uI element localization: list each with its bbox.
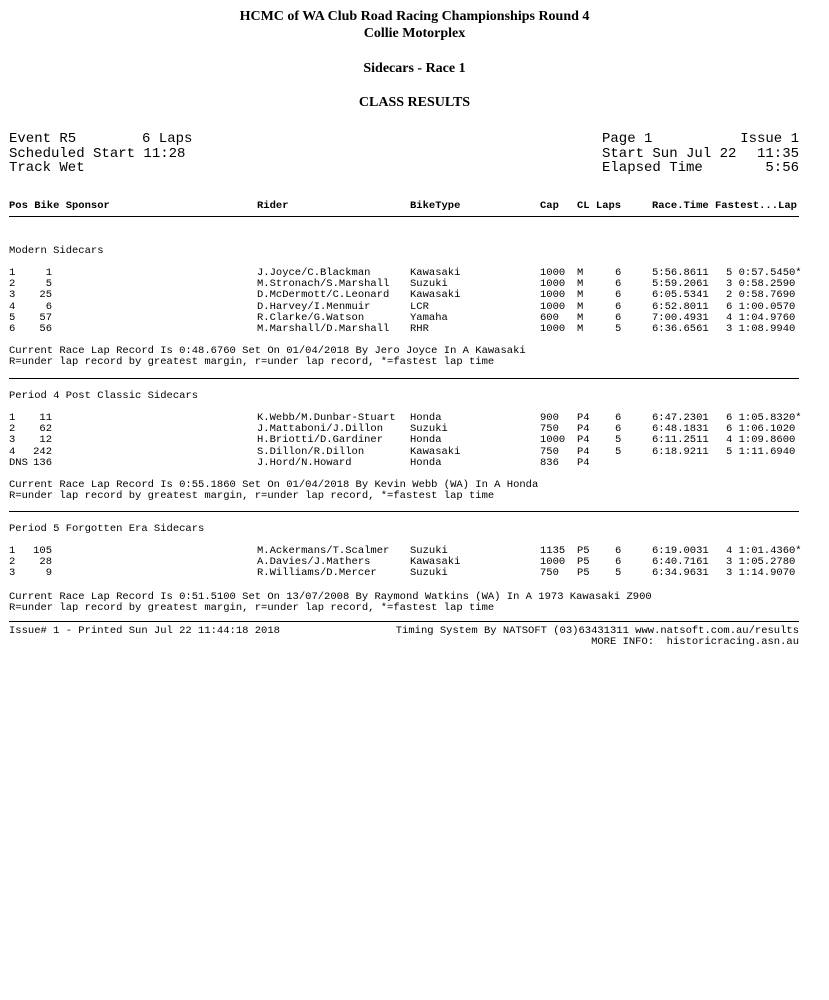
fastest-lap-cell: 3 0:58.2590 bbox=[726, 278, 796, 291]
race-time-cell: 6:11.2511 bbox=[652, 434, 709, 447]
biketype-cell: Suzuki bbox=[410, 278, 448, 291]
fastest-lap-cell: 6 1:06.1020 bbox=[726, 423, 796, 436]
rider-cell: S.Dillon/R.Dillon bbox=[257, 445, 365, 458]
pos-cell: 5 bbox=[9, 311, 16, 324]
laps-cell: 5 bbox=[615, 567, 622, 580]
cap-cell: 750 bbox=[540, 567, 559, 580]
class-results-title: CLASS RESULTS bbox=[358, 95, 471, 110]
biketype-cell: Kawasaki bbox=[410, 445, 461, 458]
rider-cell: J.Joyce/C.Blackman bbox=[257, 267, 371, 279]
table-row bbox=[0, 324, 829, 335]
more-info: MORE INFO: historicracing.asn.au bbox=[591, 636, 799, 648]
fastest-lap-cell: 4 1:01.4360* bbox=[726, 545, 802, 557]
class-name-period-4: Period 4 Post Classic Sidecars bbox=[9, 390, 199, 402]
lap-record-modern: Current Race Lap Record Is 0:48.6760 Set On 01/04/2018 By Jero Joyce In A Kawasaki bbox=[9, 345, 526, 357]
pos-cell: 4 bbox=[9, 445, 16, 458]
bike-number-cell: 136 bbox=[33, 456, 52, 469]
biketype-cell: RHR bbox=[410, 323, 429, 335]
col-cap: Cap bbox=[540, 200, 559, 212]
class-cell: P5 bbox=[577, 556, 590, 569]
race-time-cell: 6:05.5341 bbox=[652, 289, 709, 302]
section-divider bbox=[9, 511, 799, 512]
pos-cell: DNS bbox=[9, 456, 28, 469]
laps-cell: 5 bbox=[615, 445, 622, 458]
rider-cell: J.Mattaboni/J.Dillon bbox=[257, 423, 384, 436]
biketype-cell: Suzuki bbox=[410, 423, 448, 436]
fastest-lap-cell: 5 0:57.5450* bbox=[726, 267, 802, 279]
legend-modern: R=under lap record by greatest margin, r=under lap record, *=fastest lap time bbox=[9, 356, 495, 368]
rider-cell: M.Stronach/S.Marshall bbox=[257, 278, 390, 291]
class-cell: P4 bbox=[577, 445, 590, 458]
race-time-cell: 6:40.7161 bbox=[652, 556, 709, 569]
venue-title: Collie Motorplex bbox=[363, 26, 466, 41]
bike-number-cell: 1 bbox=[45, 267, 52, 279]
rider-cell: M.Ackermans/T.Scalmer bbox=[257, 545, 390, 557]
bike-number-cell: 12 bbox=[39, 434, 52, 447]
table-row bbox=[0, 568, 829, 579]
race-time-cell: 6:52.8011 bbox=[652, 300, 709, 313]
col-cl-laps: CL Laps bbox=[577, 200, 622, 212]
biketype-cell: Suzuki bbox=[410, 545, 448, 557]
table-row bbox=[0, 458, 829, 469]
class-cell: M bbox=[577, 323, 584, 335]
section-divider bbox=[9, 378, 799, 379]
laps-cell: 6 bbox=[615, 556, 622, 569]
footer-divider bbox=[9, 621, 799, 622]
lap-record-period-5: Current Race Lap Record Is 0:51.5100 Set On 13/07/2008 By Raymond Watkins (WA) In A 1973 Kawasaki Z900 bbox=[9, 591, 652, 603]
cap-cell: 1000 bbox=[540, 323, 566, 335]
laps-label: 6 Laps bbox=[142, 131, 193, 147]
class-name-modern-sidecars: Modern Sidecars bbox=[9, 245, 104, 257]
cap-cell: 1000 bbox=[540, 556, 566, 569]
col-rider: Rider bbox=[257, 200, 289, 212]
rider-cell: D.McDermott/C.Leonard bbox=[257, 289, 390, 302]
biketype-cell: Yamaha bbox=[410, 311, 448, 324]
fastest-lap-cell: 5 1:11.6940 bbox=[726, 445, 796, 458]
class-cell: P4 bbox=[577, 412, 590, 424]
fastest-lap-cell: 4 1:09.8600 bbox=[726, 434, 796, 447]
fastest-lap-cell: 4 1:04.9760 bbox=[726, 311, 796, 324]
biketype-cell: Kawasaki bbox=[410, 556, 461, 569]
race-time-cell: 6:48.1831 bbox=[652, 423, 709, 436]
cap-cell: 1135 bbox=[540, 545, 566, 557]
fastest-lap-cell: 2 0:58.7690 bbox=[726, 289, 796, 302]
pos-cell: 3 bbox=[9, 567, 16, 580]
bike-number-cell: 57 bbox=[39, 311, 52, 324]
legend-period-5: R=under lap record by greatest margin, r=under lap record, *=fastest lap time bbox=[9, 602, 495, 614]
table-row bbox=[0, 435, 829, 446]
race-time-cell: 7:00.4931 bbox=[652, 311, 709, 324]
biketype-cell: Honda bbox=[410, 456, 442, 469]
biketype-cell: Honda bbox=[410, 412, 442, 424]
laps-cell: 6 bbox=[615, 423, 622, 436]
class-name-period-5: Period 5 Forgotten Era Sidecars bbox=[9, 523, 205, 535]
class-cell: M bbox=[577, 289, 584, 302]
scheduled-start: Scheduled Start 11:28 bbox=[9, 146, 186, 162]
issue-label: Issue 1 bbox=[740, 131, 799, 147]
header-divider bbox=[9, 216, 799, 217]
pos-cell: 6 bbox=[9, 323, 16, 335]
cap-cell: 1000 bbox=[540, 278, 566, 291]
cap-cell: 900 bbox=[540, 412, 559, 424]
race-time-cell: 6:18.9211 bbox=[652, 445, 709, 458]
race-time-cell: 6:47.2301 bbox=[652, 412, 709, 424]
class-cell: M bbox=[577, 278, 584, 291]
table-row bbox=[0, 302, 829, 313]
rider-cell: R.Williams/D.Mercer bbox=[257, 567, 377, 580]
laps-cell: 6 bbox=[615, 545, 622, 557]
track-condition: Track Wet bbox=[9, 160, 85, 176]
race-time-cell: 6:36.6561 bbox=[652, 323, 709, 335]
class-cell: M bbox=[577, 311, 584, 324]
bike-number-cell: 11 bbox=[39, 412, 52, 424]
fastest-lap-cell: 3 1:14.9070 bbox=[726, 567, 796, 580]
bike-number-cell: 105 bbox=[33, 545, 52, 557]
rider-cell: M.Marshall/D.Marshall bbox=[257, 323, 390, 335]
bike-number-cell: 9 bbox=[45, 567, 52, 580]
cap-cell: 1000 bbox=[540, 300, 566, 313]
rider-cell: K.Webb/M.Dunbar-Stuart bbox=[257, 412, 396, 424]
lap-record-period-4: Current Race Lap Record Is 0:55.1860 Set On 01/04/2018 By Kevin Webb (WA) In A Honda bbox=[9, 479, 539, 491]
rider-cell: H.Briotti/D.Gardiner bbox=[257, 434, 384, 447]
class-cell: P4 bbox=[577, 434, 590, 447]
timing-system-info: Timing System By NATSOFT (03)63431311 www.natsoft.com.au/results bbox=[395, 625, 799, 637]
start-time: 11:35 bbox=[756, 146, 799, 162]
cap-cell: 750 bbox=[540, 445, 559, 458]
pos-cell: 2 bbox=[9, 278, 16, 291]
biketype-cell: Kawasaki bbox=[410, 267, 461, 279]
cap-cell: 1000 bbox=[540, 289, 566, 302]
pos-cell: 1 bbox=[9, 412, 16, 424]
col-biketype: BikeType bbox=[410, 200, 461, 212]
class-cell: P4 bbox=[577, 423, 590, 436]
laps-cell: 5 bbox=[615, 323, 622, 335]
bike-number-cell: 62 bbox=[39, 423, 52, 436]
biketype-cell: Kawasaki bbox=[410, 289, 461, 302]
page-label: Page 1 bbox=[602, 131, 653, 147]
bike-number-cell: 6 bbox=[45, 300, 52, 313]
class-cell: P5 bbox=[577, 567, 590, 580]
column-header-row bbox=[0, 201, 829, 212]
pos-cell: 4 bbox=[9, 300, 16, 313]
cap-cell: 836 bbox=[540, 456, 559, 469]
table-row bbox=[0, 290, 829, 301]
table-row bbox=[0, 447, 829, 458]
cap-cell: 750 bbox=[540, 423, 559, 436]
biketype-cell: Suzuki bbox=[410, 567, 448, 580]
bike-number-cell: 5 bbox=[45, 278, 52, 291]
pos-cell: 1 bbox=[9, 267, 16, 279]
laps-cell: 5 bbox=[615, 434, 622, 447]
fastest-lap-cell: 6 1:00.0570 bbox=[726, 300, 796, 313]
biketype-cell: Honda bbox=[410, 434, 442, 447]
printed-info: Issue# 1 - Printed Sun Jul 22 11:44:18 2018 bbox=[9, 625, 280, 637]
laps-cell: 6 bbox=[615, 267, 622, 279]
legend-period-4: R=under lap record by greatest margin, r=under lap record, *=fastest lap time bbox=[9, 490, 495, 502]
rider-cell: D.Harvey/I.Menmuir bbox=[257, 300, 371, 313]
laps-cell: 6 bbox=[615, 300, 622, 313]
cap-cell: 1000 bbox=[540, 267, 566, 279]
pos-cell: 2 bbox=[9, 423, 16, 436]
col-racetime-fastest-lap: Race.Time Fastest...Lap bbox=[652, 200, 797, 212]
fastest-lap-cell: 3 1:08.9940 bbox=[726, 323, 796, 335]
pos-cell: 2 bbox=[9, 556, 16, 569]
class-cell: M bbox=[577, 300, 584, 313]
event-label: Event R5 bbox=[9, 131, 77, 147]
race-time-cell: 6:34.9631 bbox=[652, 567, 709, 580]
race-time-cell: 5:56.8611 bbox=[652, 267, 709, 279]
laps-cell: 6 bbox=[615, 311, 622, 324]
cap-cell: 1000 bbox=[540, 434, 566, 447]
pos-cell: 3 bbox=[9, 289, 16, 302]
bike-number-cell: 56 bbox=[39, 323, 52, 335]
class-cell: M bbox=[577, 267, 584, 279]
doc-title: HCMC of WA Club Road Racing Championships Round 4 bbox=[239, 9, 590, 24]
race-time-cell: 6:19.0031 bbox=[652, 545, 709, 557]
pos-cell: 1 bbox=[9, 545, 16, 557]
race-title: Sidecars - Race 1 bbox=[363, 61, 466, 76]
fastest-lap-cell: 6 1:05.8320* bbox=[726, 412, 802, 424]
class-cell: P5 bbox=[577, 545, 590, 557]
start-label: Start Sun Jul 22 bbox=[602, 146, 737, 162]
elapsed-value: 5:56 bbox=[765, 160, 799, 176]
rider-cell: J.Hord/N.Howard bbox=[257, 456, 352, 469]
pos-cell: 3 bbox=[9, 434, 16, 447]
laps-cell: 6 bbox=[615, 289, 622, 302]
elapsed-label: Elapsed Time bbox=[602, 160, 703, 176]
class-cell: P4 bbox=[577, 456, 590, 469]
rider-cell: R.Clarke/G.Watson bbox=[257, 311, 365, 324]
race-time-cell: 5:59.2061 bbox=[652, 278, 709, 291]
col-pos-bike-sponsor: Pos Bike Sponsor bbox=[9, 200, 110, 212]
rider-cell: A.Davies/J.Mathers bbox=[257, 556, 371, 569]
cap-cell: 600 bbox=[540, 311, 559, 324]
fastest-lap-cell: 3 1:05.2780 bbox=[726, 556, 796, 569]
biketype-cell: LCR bbox=[410, 300, 429, 313]
bike-number-cell: 242 bbox=[33, 445, 52, 458]
bike-number-cell: 25 bbox=[39, 289, 52, 302]
laps-cell: 6 bbox=[615, 412, 622, 424]
laps-cell: 6 bbox=[615, 278, 622, 291]
bike-number-cell: 28 bbox=[39, 556, 52, 569]
